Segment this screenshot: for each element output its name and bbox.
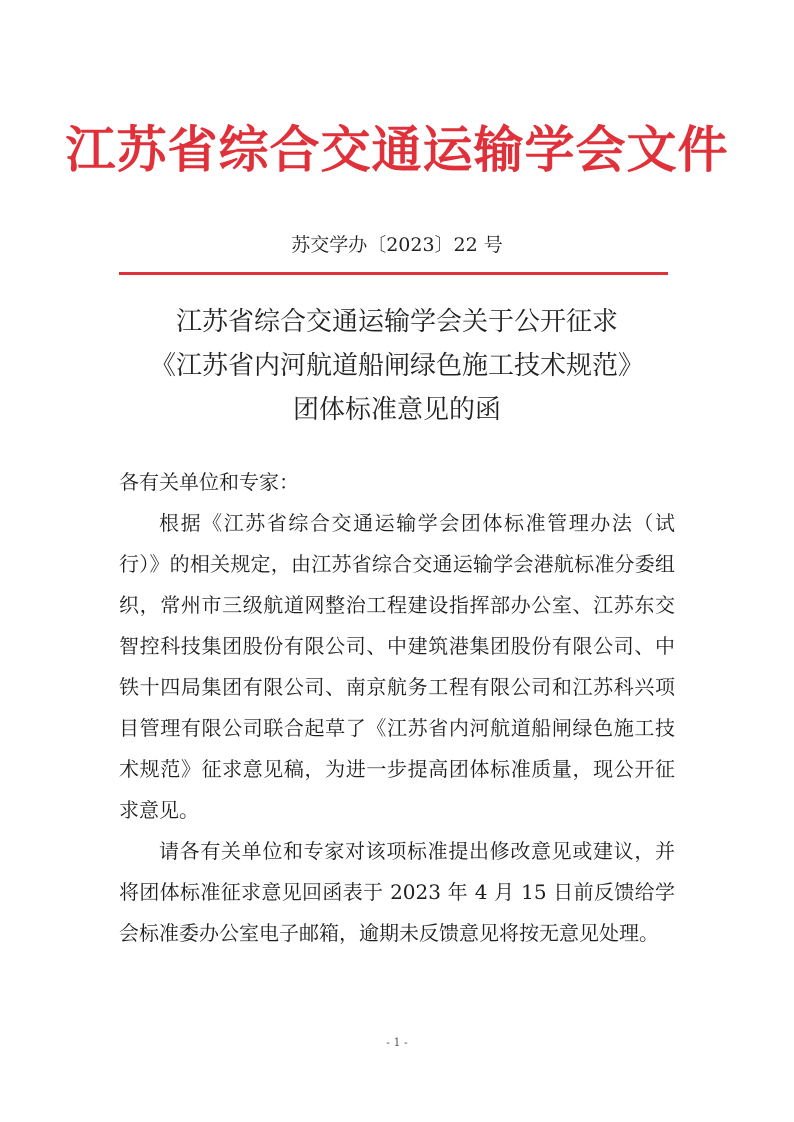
document-header-title: 江苏省综合交通运输学会文件 xyxy=(65,120,729,179)
letter-title-line: 《江苏省内河航道船闸绿色施工技术规范》 xyxy=(149,351,644,381)
red-divider-line xyxy=(119,272,668,275)
letter-title xyxy=(0,300,794,432)
letter-title-line: 团体标准意见的函 xyxy=(292,395,501,425)
letter-body xyxy=(119,462,675,954)
body-paragraph: 根据《江苏省综合交通运输学会团体标准管理办法（试行）》的相关规定，由江苏省综合交通运输学会港航标准分委组织，常州市三级航道网整治工程建设指挥部办公室、江苏东交智控科技集团股份有限公司、中建筑港集团股份有限公司、中铁十四局集团有限公司、南京航务工程有限公司和江苏科兴项目管理有限公司联合起草了《江苏省内河航道船闸绿色施工技术规范》征求意见稿，为进一步提高团体标准质量，现公开征求意见。 xyxy=(119,511,675,822)
document-number: 苏交学办〔2023〕22 号 xyxy=(291,234,503,256)
page-number: - 1 - xyxy=(386,1036,408,1049)
salutation: 各有关单位和专家： xyxy=(119,470,299,494)
letter-title-line: 江苏省综合交通运输学会关于公开征求 xyxy=(175,307,618,337)
body-paragraph: 请各有关单位和专家对该项标准提出修改意见或建议，并将团体标准征求意见回函表于 2023 年 4 月 15 日前反馈给学会标准委办公室电子邮箱，逾期未反馈意见将按无意见处理。 xyxy=(119,839,675,945)
